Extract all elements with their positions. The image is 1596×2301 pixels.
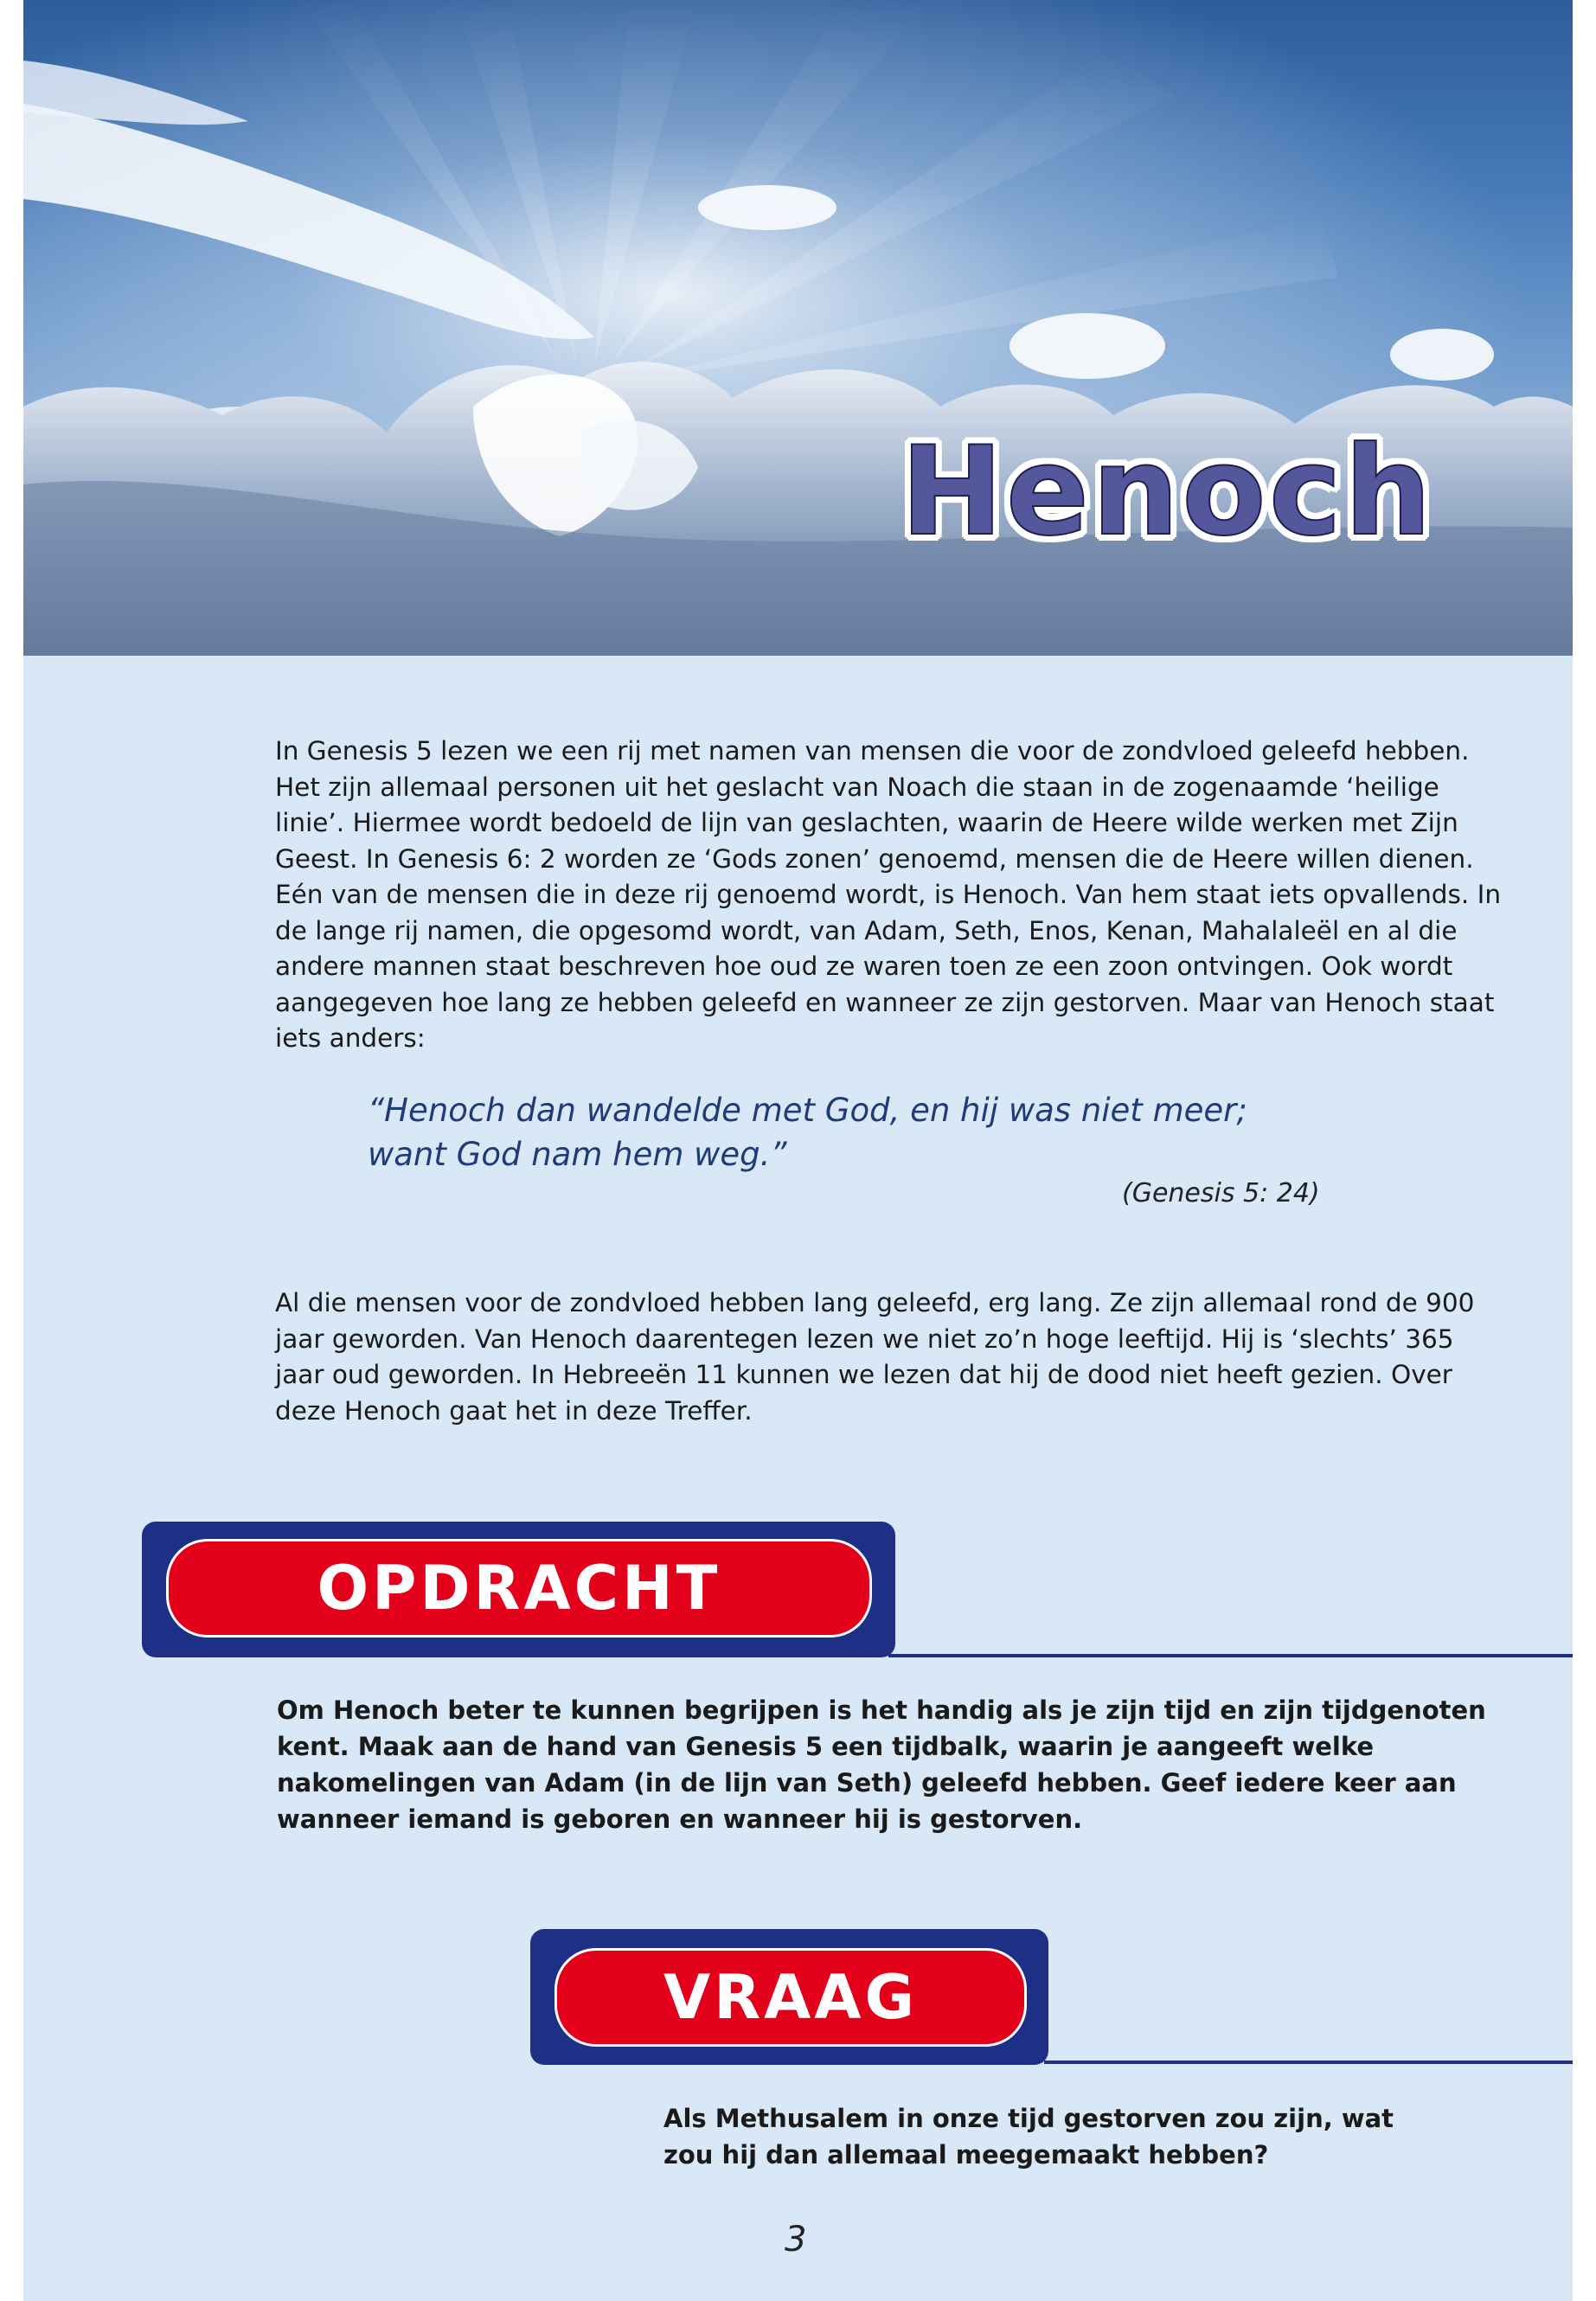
- intro-paragraph: In Genesis 5 lezen we een rij met namen van mensen die voor de zondvloed geleefd hebben. Het zijn allemaal personen uit het geslacht van Noach die staan in de zogenaamde ‘heilige linie’. Hiermee wordt bedoeld de lijn van geslachten, waarin de Heere wilde werken met Zijn Geest. In Genesis 6: 2 worden ze ‘Gods zonen’ genoemd, mensen die de Heere willen dienen. Eén van de mensen die in deze rij genoemd wordt, is Henoch. Van hem staat iets opvallends. In de lange rij namen, die opgesomd wordt, van Adam, Seth, Enos, Kenan, Mahalaleël en al die andere mannen staat beschreven hoe oud ze waren toen ze een zoon ontvingen. Ook wordt aangegeven hoe lang ze hebben geleefd en wanneer ze zijn gestorven. Maar van Henoch staat iets anders:: [275, 736, 1502, 1053]
- vraag-banner: [530, 1929, 1048, 2065]
- page-title: Henoch: [900, 420, 1434, 563]
- opdracht-banner: [142, 1522, 895, 1657]
- opdracht-divider: [888, 1654, 1573, 1657]
- bible-quote: [368, 1088, 1319, 1176]
- vraag-divider: [1044, 2061, 1573, 2064]
- opdracht-label: OPDRACHT: [166, 1539, 872, 1638]
- sky-photo: [23, 0, 1573, 656]
- opdracht-text: Om Henoch beter te kunnen begrijpen is het handig als je zijn tijd en zijn tijdgenoten kent. Maak aan de hand van Genesis 5 een tijdbalk, waarin je aangeeft welke nakomelingen van Adam (in de lijn van Seth) geleefd hebben. Geef iedere keer aan wanneer iemand is geboren en wanneer hij is gestorven.: [277, 1695, 1486, 1834]
- quote-line-2: want God nam hem weg.”: [368, 1136, 787, 1173]
- body-paragraph: Al die mensen voor de zondvloed hebben lang geleefd, erg lang. Ze zijn allemaal rond de 900 jaar geworden. Van Henoch daarentegen lezen we niet zo’n hoge leeftijd. Hij is ‘slechts’ 365 jaar oud geworden. In Hebreeën 11 kunnen we lezen dat hij de dood niet heeft gezien. Over deze Henoch gaat het in deze Treffer.: [275, 1288, 1475, 1426]
- quote-line-1: “Henoch dan wandelde met God, en hij was niet meer;: [368, 1092, 1247, 1129]
- vraag-text: Als Methusalem in onze tijd gestorven zou zijn, wat zou hij dan allemaal meegemaakt hebben?: [663, 2104, 1394, 2170]
- vraag-label: VRAAG: [554, 1948, 1027, 2047]
- quote-reference: (Genesis 5: 24): [1122, 1178, 1320, 1208]
- page-number: 3: [785, 2220, 807, 2259]
- page: [23, 0, 1573, 2301]
